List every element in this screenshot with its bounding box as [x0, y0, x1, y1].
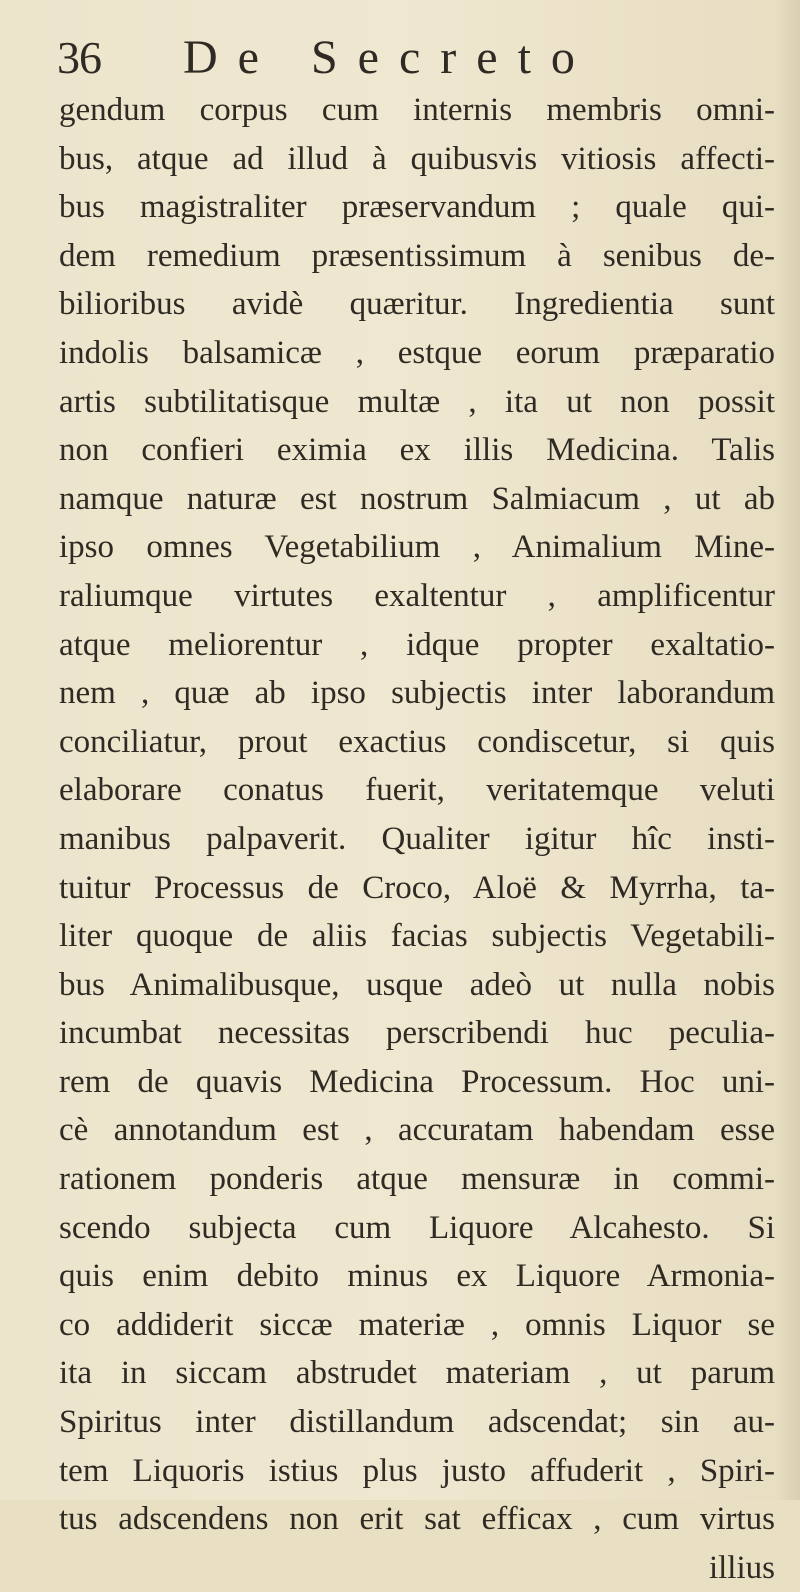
text-line: conciliatur, prout exactius condiscetur, si quis: [59, 723, 775, 760]
text-line: raliumque virtutes exaltentur , amplificentur: [59, 577, 775, 614]
text-line: nem , quæ ab ipso subjectis inter laborandum: [59, 675, 775, 712]
text-line: namque naturæ est nostrum Salmiacum , ut ab: [59, 480, 775, 517]
text-line: rationem ponderis atque mensuræ in commi-: [59, 1161, 775, 1198]
text-line: cè annotandum est , accuratam habendam esse: [59, 1112, 775, 1149]
text-line: bus, atque ad illud à quibusvis vitiosis affecti-: [59, 140, 775, 177]
text-line: quis enim debito minus ex Liquore Armonia-: [59, 1258, 775, 1295]
page-header: [57, 30, 737, 90]
text-line: non confieri eximia ex illis Medicina. Talis: [59, 432, 775, 469]
text-line: ita in siccam abstrudet materiam , ut parum: [59, 1355, 775, 1392]
text-line: manibus palpaverit. Qualiter igitur hîc insti-: [59, 820, 775, 857]
text-line: atque meliorentur , idque propter exaltatio-: [59, 626, 775, 663]
text-line: bus magistraliter præservandum ; quale qui-: [59, 189, 775, 226]
page-number: 36: [57, 32, 101, 83]
text-line: tem Liquoris istius plus justo affuderit , Spiri-: [59, 1452, 775, 1489]
text-line: liter quoque de aliis facias subjectis Vegetabili-: [59, 918, 775, 955]
text-line: dem remedium præsentissimum à senibus de-: [59, 237, 775, 274]
catchword: illius: [708, 1549, 775, 1586]
page-edge-shadow: [776, 0, 800, 1500]
text-line: elaborare conatus fuerit, veritatemque veluti: [59, 772, 775, 809]
text-line: artis subtilitatisque multæ , ita ut non possit: [59, 383, 775, 420]
text-line: tuitur Processus de Croco, Aloë & Myrrha, ta-: [59, 869, 775, 906]
text-line: indolis balsamicæ , estque eorum præparatio: [59, 334, 775, 371]
text-line: co addiderit siccæ materiæ , omnis Liquor se: [59, 1306, 775, 1343]
text-line: bus Animalibusque, usque adeò ut nulla nobis: [59, 966, 775, 1003]
running-head: De Secreto: [183, 31, 595, 84]
text-line: bilioribus avidè quæritur. Ingredientia sunt: [59, 286, 775, 323]
text-line: Spiritus inter distillandum adscendat; sin au-: [59, 1404, 775, 1441]
text-line: gendum corpus cum internis membris omni-: [59, 92, 775, 128]
body-text: [59, 86, 775, 1592]
text-line: rem de quavis Medicina Processum. Hoc uni-: [59, 1063, 775, 1100]
text-line: ipso omnes Vegetabilium , Animalium Mine-: [59, 529, 775, 566]
text-line: incumbat necessitas perscribendi huc peculia-: [59, 1015, 775, 1052]
text-line: scendo subjecta cum Liquore Alcahesto. Si: [59, 1209, 775, 1246]
text-line: tus adscendens non erit sat efficax , cum virtus: [59, 1501, 775, 1538]
